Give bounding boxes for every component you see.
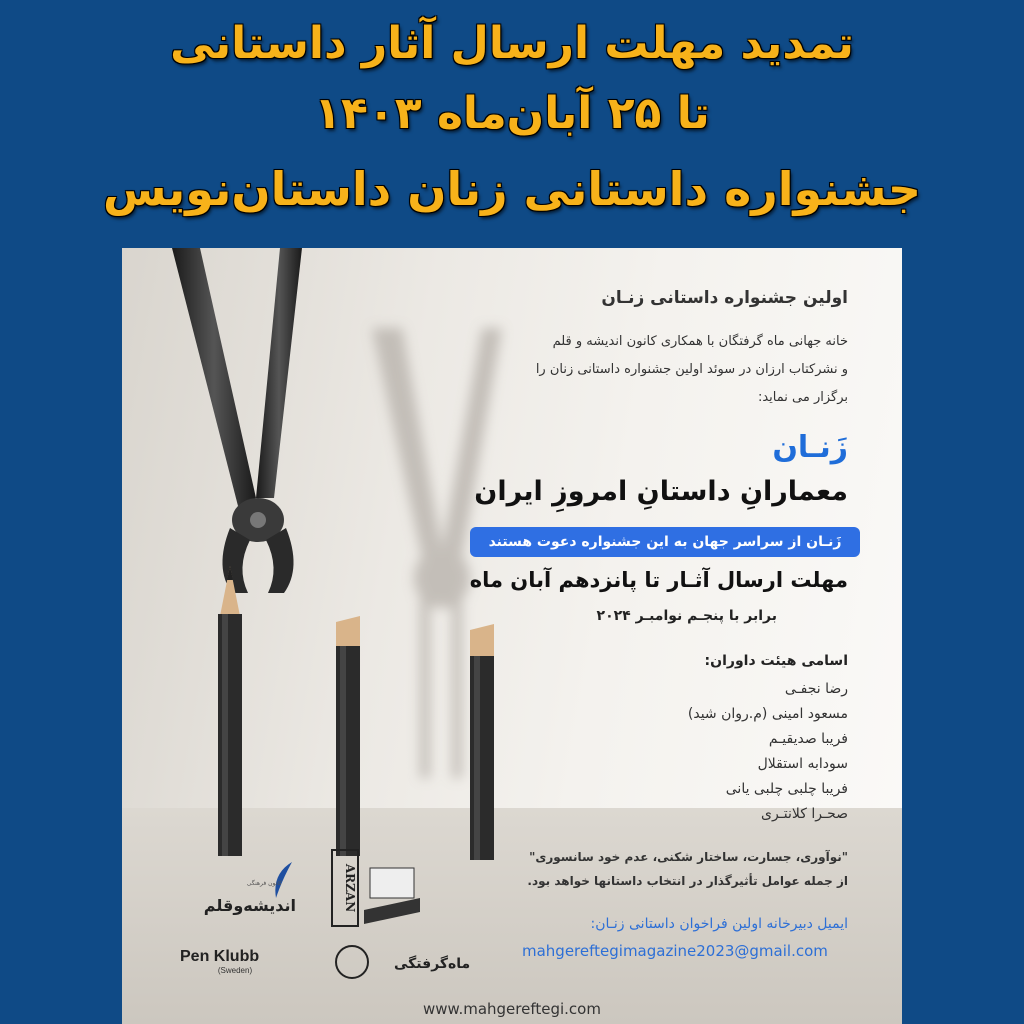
andisheh-subtitle: کانون فرهنگی [246,880,282,887]
jury-member: سودابه استقلال [757,756,848,772]
intro-line-3: برگزار می نماید: [757,390,848,405]
jury-member: فریبا صدیقیـم [768,731,848,747]
jury-member: مسعود امینی (م.روان شید) [687,706,848,722]
jury-title: اسامی هیئت داوران: [704,653,848,669]
arzan-logo [330,848,424,928]
deadline-text: مهلت ارسال آثـار تا پانزدهم آبان ماه [469,568,848,592]
headline-line-1: تمدید مهلت ارسال آثار داستانی [170,18,854,69]
pliers-image [152,248,342,608]
andisheh-qalam-logo [176,860,296,920]
pen-klubb-country: (Sweden) [217,966,253,975]
jury-member: صحـرا کلانتـری [760,806,848,822]
festival-poster [122,248,902,1024]
pencil-right [464,620,500,860]
andisheh-name: اندیشه‌وقلم [203,896,296,915]
intro-line-1: خانه جهانی ماه گرفتگان با همکاری کانون اندیشه و قلم [552,334,848,349]
intro-line-2: و نشرکتاب ارزان در سوئد اولین جشنواره داستانی زنان را [535,362,848,377]
pen-klubb-name: Pen Klubb [180,948,260,965]
invitation-banner: زَنـان از سراسر جهان به این جشنواره دعوت هستند [470,527,860,557]
website-url: www.mahgereftegi.com [423,1000,601,1018]
mahgereftegi-logo [334,944,471,980]
jury-member: فریبا چلبی چلبی یانی [725,781,848,797]
jury-member: رضا نجفـی [784,681,848,697]
architects-heading: معمارانِ داستانِ امروزِ ایران [474,476,848,507]
arzan-text: ARZAN [343,863,357,913]
pen-klubb-logo [180,948,290,988]
headline-line-2: تا ۲۵ آبان‌ماه ۱۴۰۳ [314,88,710,139]
intro-title: اولین جشنواره داستانی زنـان [601,288,848,308]
email-label: ایمیل دبیرخانه اولین فراخوان داستانی زنـان: [590,916,848,932]
zanan-heading: زَنـان [772,430,848,465]
motto-line-2: از جمله عوامل تأثیرگذار در انتخاب داستانها خواهد بود. [527,874,848,888]
headline-line-3: جشنواره داستانی زنان داستان‌نویس [102,162,922,216]
motto-line-1: "نوآوری، جسارت، ساختار شکنی، عدم خود سانسوری" [529,850,848,864]
pencil-middle [330,610,366,856]
pencil-left [212,566,248,856]
email-address: mahgereftegimagazine2023@gmail.com [522,942,828,960]
mahgereftegi-text: ماه‌گرفتگی [394,956,471,972]
deadline-gregorian: برابر با پنجـم نوامبـر ۲۰۲۴ [596,608,777,624]
